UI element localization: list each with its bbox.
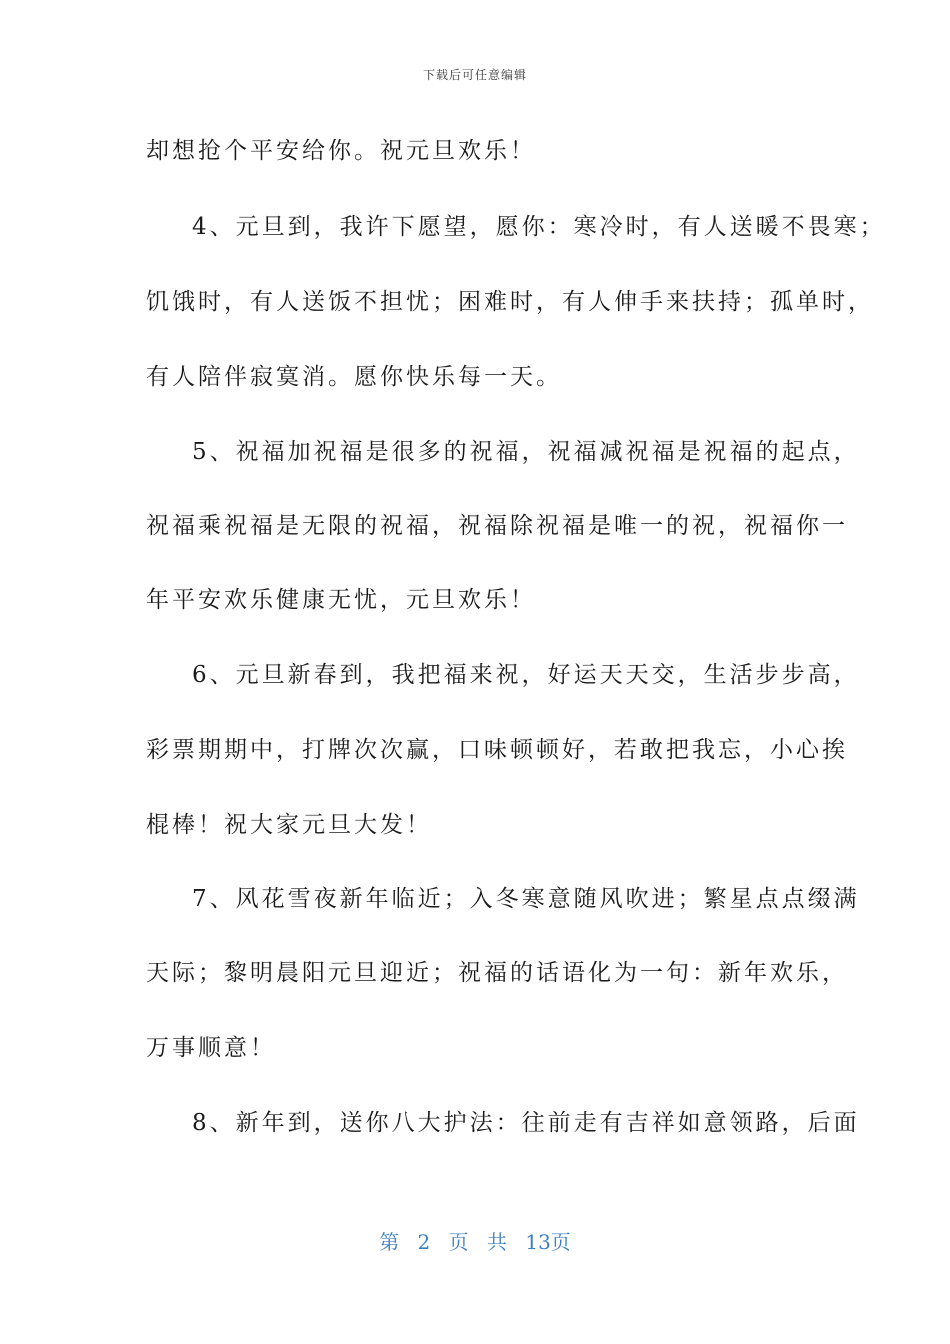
- text-line: 祝福乘祝福是无限的祝福，祝福除祝福是唯一的祝，祝福你一: [146, 513, 848, 539]
- footer-page-total: 13页: [525, 1230, 571, 1254]
- text-line: 却想抢个平安给你。祝元旦欢乐！: [146, 138, 536, 164]
- footer-label-di: 第: [379, 1230, 400, 1254]
- footer-label-ye: 页: [448, 1230, 469, 1254]
- text-line: 4、元旦到，我许下愿望，愿你：寒冷时，有人送暖不畏寒；: [192, 214, 886, 240]
- text-line: 6、元旦新春到，我把福来祝，好运天天交，生活步步高，: [192, 662, 860, 688]
- text-line: 8、新年到，送你八大护法：往前走有吉祥如意领路，后面: [192, 1110, 860, 1136]
- header-note: 下载后可任意编辑: [422, 68, 527, 82]
- text-line: 天际；黎明晨阳元旦迎近；祝福的话语化为一句：新年欢乐，: [146, 960, 848, 986]
- text-line: 万事顺意！: [146, 1035, 276, 1061]
- page-footer: [0, 1226, 950, 1255]
- text-line: 5、祝福加祝福是很多的祝福，祝福减祝福是祝福的起点，: [192, 439, 860, 465]
- text-line: 饥饿时，有人送饭不担忧；困难时，有人伸手来扶持；孤单时，: [146, 289, 874, 315]
- footer-label-gong: 共: [487, 1230, 507, 1254]
- text-line: 有人陪伴寂寞消。愿你快乐每一天。: [146, 364, 562, 390]
- text-line: 7、风花雪夜新年临近；入冬寒意随风吹进；繁星点点缀满: [192, 886, 860, 912]
- text-line: 棍棒！祝大家元旦大发！: [146, 812, 432, 838]
- footer-page-current: 2: [417, 1230, 431, 1254]
- text-line: 彩票期期中，打牌次次赢，口味顿顿好，若敢把我忘，小心挨: [146, 737, 848, 763]
- text-line: 年平安欢乐健康无忧，元旦欢乐！: [146, 587, 536, 613]
